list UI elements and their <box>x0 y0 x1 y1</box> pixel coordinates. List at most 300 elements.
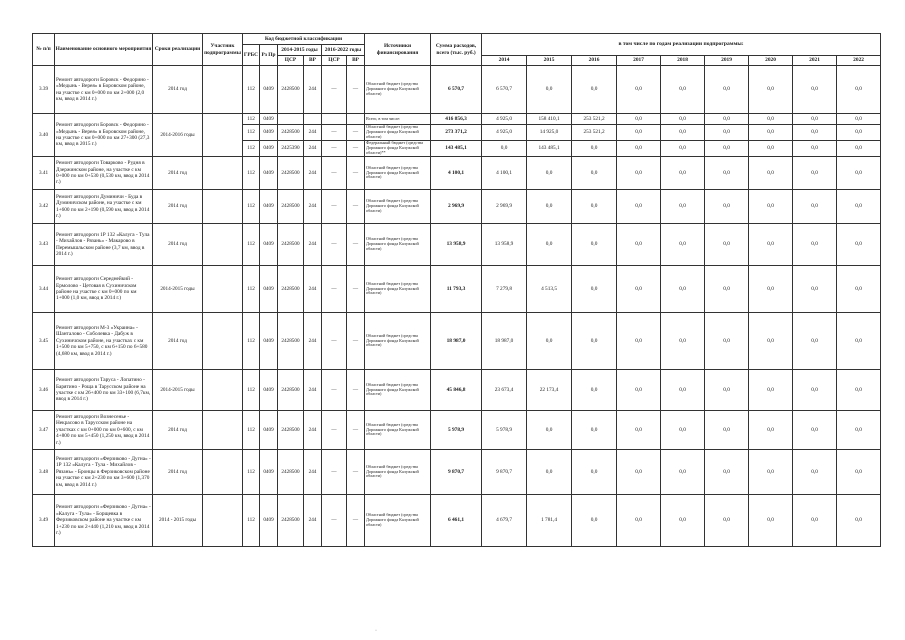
row-number: 3.47 <box>33 411 55 450</box>
year-amount: 0,0 <box>617 224 661 266</box>
year-amount: 0,0 <box>617 411 661 450</box>
year-amount: 4 925,0 <box>482 125 527 141</box>
activity-participant <box>203 157 243 190</box>
csr-code-2016: — <box>322 190 347 224</box>
csr-code: 2428500 <box>278 411 304 450</box>
activity-participant <box>203 450 243 495</box>
year-amount: 0,0 <box>749 114 793 125</box>
col-header-year: 2017 <box>617 56 661 66</box>
year-amount: 0,0 <box>572 495 617 547</box>
activity-name: Ремонт автодороги Думиничи - Буда в Думиничском районе, на участке с км 1+600 по км 2+190 (0,590 км, ввод в 2014 г.) <box>55 190 153 224</box>
csr-code: 2428500 <box>278 450 304 495</box>
program-activities-table <box>32 33 881 547</box>
grbs-code: 112 <box>243 450 260 495</box>
csr-code-2016: — <box>322 266 347 313</box>
total-amount: 6 570,7 <box>431 66 482 114</box>
col-header-year: 2015 <box>527 56 572 66</box>
csr-code: 2428500 <box>278 157 304 190</box>
vr-code-2016: — <box>347 141 365 157</box>
year-amount: 0,0 <box>705 370 749 411</box>
total-amount: 9 870,7 <box>431 450 482 495</box>
col-header-csr: ЦСР <box>278 56 304 66</box>
year-amount: 7 279,8 <box>482 266 527 313</box>
col-header-terms: Сроки реализации <box>153 34 203 66</box>
table-row <box>33 224 881 266</box>
vr-code: 244 <box>304 266 322 313</box>
vr-code: 244 <box>304 125 322 141</box>
col-header-source: Источники финансирования <box>365 34 431 66</box>
year-amount: 0,0 <box>705 66 749 114</box>
activity-name: Ремонт автодороги 1Р 132 «Калуга - Тула - Михайлов - Рязань» - Макарово в Перемышльском районе (3,7 км, ввод в 2014 г.) <box>55 224 153 266</box>
year-amount: 0,0 <box>705 450 749 495</box>
year-amount: 0,0 <box>705 141 749 157</box>
col-header-num: № п/п <box>33 34 55 66</box>
vr-code: 244 <box>304 157 322 190</box>
year-amount: 0,0 <box>749 313 793 370</box>
year-amount: 14 925,0 <box>527 125 572 141</box>
year-amount: 0,0 <box>793 157 837 190</box>
total-amount: 6 461,1 <box>431 495 482 547</box>
csr-code-2016: — <box>322 224 347 266</box>
year-amount: 0,0 <box>793 495 837 547</box>
year-amount: 0,0 <box>661 141 705 157</box>
year-amount: 0,0 <box>837 266 881 313</box>
col-header-sum: Сумма расходов, всего (тыс. руб.) <box>431 34 482 66</box>
table-row <box>33 114 881 125</box>
activity-participant <box>203 114 243 157</box>
csr-code: 2428500 <box>278 313 304 370</box>
col-header-vr: ВР <box>304 56 322 66</box>
activity-participant <box>203 313 243 370</box>
grbs-code: 112 <box>243 157 260 190</box>
funding-source: Областной бюджет (средства Дорожного фонда Калужской области) <box>365 313 431 370</box>
year-amount: 0,0 <box>661 125 705 141</box>
funding-source: Областной бюджет (средства Дорожного фонда Калужской области) <box>365 266 431 313</box>
grbs-code: 112 <box>243 190 260 224</box>
row-number: 3.41 <box>33 157 55 190</box>
year-amount: 22 173,4 <box>527 370 572 411</box>
year-amount: 0,0 <box>617 450 661 495</box>
activity-terms: 2014-2015 годы <box>153 370 203 411</box>
year-amount: 0,0 <box>661 157 705 190</box>
col-header-year: 2021 <box>793 56 837 66</box>
year-amount: 0,0 <box>661 224 705 266</box>
year-amount: 0,0 <box>527 190 572 224</box>
grbs-code: 112 <box>243 370 260 411</box>
total-amount: 416 856,3 <box>431 114 482 125</box>
year-amount: 0,0 <box>837 411 881 450</box>
table-row <box>33 190 881 224</box>
activity-terms: 2014 год <box>153 411 203 450</box>
col-header-budget-code: Код бюджетной классификации <box>243 34 365 45</box>
grbs-code: 112 <box>243 411 260 450</box>
activity-name: Ремонт автодороги Боровск - Федорино - «Медынь - Верея» в Боровском районе, на участке с км 0+000 по км 2+000 (2,0 км, ввод в 2014 г.) <box>55 66 153 114</box>
year-amount: 0,0 <box>837 313 881 370</box>
total-amount: 143 485,1 <box>431 141 482 157</box>
vr-code-2016: — <box>347 125 365 141</box>
total-amount: 13 958,9 <box>431 224 482 266</box>
vr-code <box>304 114 322 125</box>
activity-terms: 2014 - 2015 годы <box>153 495 203 547</box>
year-amount: 0,0 <box>527 157 572 190</box>
activity-terms: 2014 год <box>153 190 203 224</box>
activity-participant <box>203 66 243 114</box>
year-amount: 6 570,7 <box>482 66 527 114</box>
year-amount: 0,0 <box>572 190 617 224</box>
total-amount: 4 100,1 <box>431 157 482 190</box>
year-amount: 0,0 <box>793 313 837 370</box>
col-header-grbs: ГРБС <box>243 45 260 66</box>
col-header-year: 2014 <box>482 56 527 66</box>
rzpr-code: 0409 <box>260 157 278 190</box>
rzpr-code: 0409 <box>260 411 278 450</box>
activity-name: Ремонт автодороги Боровск - Федорино - «Медынь - Верея» в Боровском районе, на участке с км 0+000 по км 27+300 (27,3 км, ввод в 2015 г.) <box>55 114 153 157</box>
total-amount: 45 846,8 <box>431 370 482 411</box>
col-header-participant: Участник подпрограммы <box>203 34 243 66</box>
rzpr-code: 0409 <box>260 495 278 547</box>
year-amount: 0,0 <box>617 495 661 547</box>
vr-code-2016: — <box>347 370 365 411</box>
year-amount: 0,0 <box>572 157 617 190</box>
year-amount: 0,0 <box>705 266 749 313</box>
grbs-code: 112 <box>243 224 260 266</box>
row-number: 3.42 <box>33 190 55 224</box>
funding-source: Всего, в том числе: <box>365 114 431 125</box>
year-amount: 0,0 <box>527 411 572 450</box>
csr-code: 2428500 <box>278 224 304 266</box>
year-amount: 0,0 <box>837 190 881 224</box>
year-amount: 0,0 <box>705 114 749 125</box>
year-amount: 253 521,2 <box>572 114 617 125</box>
grbs-code: 112 <box>243 114 260 125</box>
year-amount: 18 987,0 <box>482 313 527 370</box>
col-header-year: 2016 <box>572 56 617 66</box>
year-amount: 1 781,4 <box>527 495 572 547</box>
table-row <box>33 66 881 114</box>
col-header-year: 2019 <box>705 56 749 66</box>
table-row <box>33 411 881 450</box>
year-amount: 0,0 <box>617 125 661 141</box>
table-row <box>33 266 881 313</box>
activity-name: Ремонт автодороги «Ферзиково - Дугна» - 1Р 132 «Калуга - Тула - Михайлов - Рязань» - Бронцы в Ферзиковском районе на участке с км 2+230 по км 3+600 (1,370 км, ввод в 2014 г.) <box>55 450 153 495</box>
vr-code-2016: — <box>347 66 365 114</box>
csr-code: 2428500 <box>278 370 304 411</box>
table-row <box>33 313 881 370</box>
funding-source: Областной бюджет (средства Дорожного фонда Калужской области) <box>365 125 431 141</box>
col-header-year: 2018 <box>661 56 705 66</box>
year-amount: 158 410,1 <box>527 114 572 125</box>
col-header-period-2016-2022: 2016-2022 годы <box>322 45 365 56</box>
funding-source: Областной бюджет (средства Дорожного фонда Калужской области) <box>365 224 431 266</box>
year-amount: 0,0 <box>793 370 837 411</box>
year-amount: 0,0 <box>705 495 749 547</box>
vr-code-2016: — <box>347 411 365 450</box>
year-amount: 0,0 <box>793 450 837 495</box>
year-amount: 0,0 <box>749 125 793 141</box>
total-amount: 2 969,9 <box>431 190 482 224</box>
activity-name: Ремонт автодороги Середнейкий - Ермолово - Цетовая в Сухиничском районе на участке с км 0+000 по км 1+000 (1,0 км, ввод в 2014 г.) <box>55 266 153 313</box>
year-amount: 0,0 <box>572 266 617 313</box>
year-amount: 0,0 <box>837 66 881 114</box>
row-number: 3.48 <box>33 450 55 495</box>
year-amount: 0,0 <box>661 495 705 547</box>
year-amount: 0,0 <box>837 157 881 190</box>
table-body <box>33 66 881 547</box>
col-header-year: 2020 <box>749 56 793 66</box>
activity-participant <box>203 495 243 547</box>
year-amount: 0,0 <box>572 411 617 450</box>
year-amount: 0,0 <box>749 66 793 114</box>
csr-code: 2428500 <box>278 495 304 547</box>
vr-code: 244 <box>304 450 322 495</box>
funding-source: Областной бюджет (средства Дорожного фонда Калужской области) <box>365 450 431 495</box>
col-header-years-title: в том числе по годам реализации подпрограммы: <box>482 34 881 56</box>
csr-code-2016: — <box>322 141 347 157</box>
year-amount: 0,0 <box>793 141 837 157</box>
year-amount: 0,0 <box>572 141 617 157</box>
funding-source: Областной бюджет (средства Дорожного фонда Калужской области) <box>365 411 431 450</box>
vr-code: 244 <box>304 370 322 411</box>
year-amount: 0,0 <box>749 224 793 266</box>
funding-source: Областной бюджет (средства Дорожного фонда Калужской области) <box>365 190 431 224</box>
year-amount: 0,0 <box>749 495 793 547</box>
year-amount: 0,0 <box>705 411 749 450</box>
year-amount: 0,0 <box>572 224 617 266</box>
col-header-year: 2022 <box>837 56 881 66</box>
activity-terms: 2014-2015 годы <box>153 266 203 313</box>
year-amount: 0,0 <box>617 141 661 157</box>
vr-code: 244 <box>304 66 322 114</box>
year-amount: 4 679,7 <box>482 495 527 547</box>
year-amount: 0,0 <box>661 66 705 114</box>
year-amount: 0,0 <box>617 190 661 224</box>
year-amount: 0,0 <box>749 141 793 157</box>
year-amount: 0,0 <box>837 125 881 141</box>
year-amount: 0,0 <box>749 370 793 411</box>
year-amount: 0,0 <box>482 141 527 157</box>
year-amount: 0,0 <box>793 66 837 114</box>
year-amount: 0,0 <box>793 224 837 266</box>
activity-name: Ремонт автодороги М-3 «Украина» - Шанталово - Соболевка - Дабуж в Сухиничском районе, на участках с км 1+500 по км 5+750, с км 6+150 по 6+580 (4,680 км, ввод в 2014 г.) <box>55 313 153 370</box>
year-amount: 4 100,1 <box>482 157 527 190</box>
grbs-code: 112 <box>243 125 260 141</box>
rzpr-code: 0409 <box>260 125 278 141</box>
year-amount: 0,0 <box>793 125 837 141</box>
csr-code-2016 <box>322 114 347 125</box>
activity-terms: 2014 год <box>153 66 203 114</box>
table-row <box>33 495 881 547</box>
funding-source: Областной бюджет (средства Дорожного фонда Калужской области) <box>365 370 431 411</box>
vr-code: 244 <box>304 190 322 224</box>
activity-terms: 2014 год <box>153 224 203 266</box>
funding-source: Федеральный бюджет (средства Дорожного фонда Калужской области)** <box>365 141 431 157</box>
year-amount: 5 978,9 <box>482 411 527 450</box>
row-number: 3.39 <box>33 66 55 114</box>
vr-code: 244 <box>304 495 322 547</box>
col-header-period-2014-2015: 2014-2015 годы <box>278 45 322 56</box>
rzpr-code: 0409 <box>260 370 278 411</box>
year-amount: 0,0 <box>617 157 661 190</box>
funding-source: Областной бюджет (средства Дорожного фонда Калужской области) <box>365 66 431 114</box>
vr-code-2016: — <box>347 450 365 495</box>
year-amount: 143 485,1 <box>527 141 572 157</box>
table-header <box>33 34 881 66</box>
csr-code: 2425390 <box>278 141 304 157</box>
year-amount: 0,0 <box>793 190 837 224</box>
activity-participant <box>203 190 243 224</box>
col-header-name: Наименование основного мероприятия <box>55 34 153 66</box>
total-amount: 11 793,3 <box>431 266 482 313</box>
vr-code: 244 <box>304 141 322 157</box>
csr-code: 2428500 <box>278 66 304 114</box>
activity-terms: 2014 год <box>153 450 203 495</box>
year-amount: 13 958,9 <box>482 224 527 266</box>
row-number: 3.46 <box>33 370 55 411</box>
rzpr-code: 0409 <box>260 190 278 224</box>
activity-name: Ремонт автодороги Товарково - Рудня в Дзержинском районе, на участке с км 0+000 по км 0+530 (0,530 км, ввод в 2014 г.) <box>55 157 153 190</box>
total-amount: 273 371,2 <box>431 125 482 141</box>
year-amount: 2 969,9 <box>482 190 527 224</box>
year-amount: 0,0 <box>837 224 881 266</box>
activity-participant <box>203 224 243 266</box>
program-table-sheet <box>32 33 867 547</box>
year-amount: 0,0 <box>661 114 705 125</box>
year-amount: 0,0 <box>705 190 749 224</box>
grbs-code: 112 <box>243 141 260 157</box>
grbs-code: 112 <box>243 66 260 114</box>
activity-name: Ремонт автодороги «Ферзиково - Дугна» - «Калуга - Тула» - Борщевка в Ферзиковском районе на участке с км 1+230 по км 2+440 (1,210 км, ввод в 2014 г.) <box>55 495 153 547</box>
row-number: 3.49 <box>33 495 55 547</box>
year-amount: 0,0 <box>837 450 881 495</box>
csr-code-2016: — <box>322 370 347 411</box>
rzpr-code: 0409 <box>260 224 278 266</box>
year-amount: 0,0 <box>661 370 705 411</box>
year-amount: 0,0 <box>572 66 617 114</box>
csr-code: 2428500 <box>278 190 304 224</box>
activity-terms: 2014-2016 годы <box>153 114 203 157</box>
grbs-code: 112 <box>243 313 260 370</box>
csr-code-2016: — <box>322 157 347 190</box>
grbs-code: 112 <box>243 266 260 313</box>
rzpr-code: 0409 <box>260 141 278 157</box>
year-amount: 0,0 <box>749 157 793 190</box>
activity-terms: 2014 год <box>153 313 203 370</box>
rzpr-code: 0409 <box>260 450 278 495</box>
year-amount: 0,0 <box>617 370 661 411</box>
year-amount: 0,0 <box>837 141 881 157</box>
year-amount: 0,0 <box>705 224 749 266</box>
vr-code-2016 <box>347 114 365 125</box>
activity-participant <box>203 370 243 411</box>
year-amount: 0,0 <box>793 411 837 450</box>
year-amount: 0,0 <box>837 370 881 411</box>
total-amount: 18 987,0 <box>431 313 482 370</box>
year-amount: 0,0 <box>837 495 881 547</box>
rzpr-code: 0409 <box>260 313 278 370</box>
year-amount: 0,0 <box>527 66 572 114</box>
vr-code-2016: — <box>347 157 365 190</box>
table-row <box>33 157 881 190</box>
year-amount: 0,0 <box>661 266 705 313</box>
col-header-vr-2: ВР <box>347 56 365 66</box>
year-amount: 9 870,7 <box>482 450 527 495</box>
col-header-rzpr: Рз Пр <box>260 45 278 66</box>
total-amount: 5 978,9 <box>431 411 482 450</box>
row-number: 3.45 <box>33 313 55 370</box>
vr-code-2016: — <box>347 266 365 313</box>
year-amount: 0,0 <box>837 114 881 125</box>
year-amount: 4 925,0 <box>482 114 527 125</box>
year-amount: 4 513,5 <box>527 266 572 313</box>
rzpr-code: 0409 <box>260 266 278 313</box>
year-amount: 0,0 <box>661 190 705 224</box>
year-amount: 0,0 <box>527 313 572 370</box>
year-amount: 0,0 <box>572 450 617 495</box>
year-amount: 0,0 <box>793 114 837 125</box>
year-amount: 0,0 <box>749 450 793 495</box>
year-amount: 0,0 <box>617 266 661 313</box>
rzpr-code: 0409 <box>260 114 278 125</box>
vr-code: 244 <box>304 411 322 450</box>
csr-code-2016: — <box>322 125 347 141</box>
csr-code-2016: — <box>322 495 347 547</box>
vr-code-2016: — <box>347 313 365 370</box>
table-row <box>33 450 881 495</box>
row-number: 3.44 <box>33 266 55 313</box>
vr-code-2016: — <box>347 190 365 224</box>
vr-code: 244 <box>304 313 322 370</box>
csr-code-2016: — <box>322 313 347 370</box>
funding-source: Областной бюджет (средства Дорожного фонда Калужской области) <box>365 495 431 547</box>
year-amount: 0,0 <box>572 370 617 411</box>
year-amount: 253 521,2 <box>572 125 617 141</box>
year-amount: 23 673,4 <box>482 370 527 411</box>
row-number: 3.40 <box>33 114 55 157</box>
funding-source: Областной бюджет (средства Дорожного фонда Калужской области) <box>365 157 431 190</box>
year-amount: 0,0 <box>749 190 793 224</box>
vr-code-2016: — <box>347 224 365 266</box>
year-amount: 0,0 <box>661 411 705 450</box>
grbs-code: 112 <box>243 495 260 547</box>
csr-code <box>278 114 304 125</box>
activity-participant <box>203 411 243 450</box>
vr-code-2016: — <box>347 495 365 547</box>
year-amount: 0,0 <box>793 266 837 313</box>
year-amount: 0,0 <box>661 450 705 495</box>
activity-terms: 2014 год <box>153 157 203 190</box>
csr-code: 2428500 <box>278 266 304 313</box>
year-amount: 0,0 <box>705 157 749 190</box>
stray-mark: · <box>375 628 377 634</box>
year-amount: 0,0 <box>661 313 705 370</box>
year-amount: 0,0 <box>527 450 572 495</box>
year-amount: 0,0 <box>749 411 793 450</box>
activity-name: Ремонт автодороги Вознесенье - Некрасово в Тарусском районе на участках с км 0+000 по км 0+600, с км 4+800 по км 5+450 (1,250 км, ввод в 2014 г.) <box>55 411 153 450</box>
csr-code: 2428500 <box>278 125 304 141</box>
year-amount: 0,0 <box>705 313 749 370</box>
year-amount: 0,0 <box>617 114 661 125</box>
year-amount: 0,0 <box>572 313 617 370</box>
col-header-csr-2: ЦСР <box>322 56 347 66</box>
csr-code-2016: — <box>322 66 347 114</box>
year-amount: 0,0 <box>617 66 661 114</box>
year-amount: 0,0 <box>617 313 661 370</box>
rzpr-code: 0409 <box>260 66 278 114</box>
activity-participant <box>203 266 243 313</box>
csr-code-2016: — <box>322 411 347 450</box>
activity-name: Ремонт автодороги Таруса - Лопатино - Барятино - Роща в Тарусском районе на участке с км 26+400 по км 33+100 (6,7км, ввод в 2014 г.) <box>55 370 153 411</box>
year-amount: 0,0 <box>749 266 793 313</box>
